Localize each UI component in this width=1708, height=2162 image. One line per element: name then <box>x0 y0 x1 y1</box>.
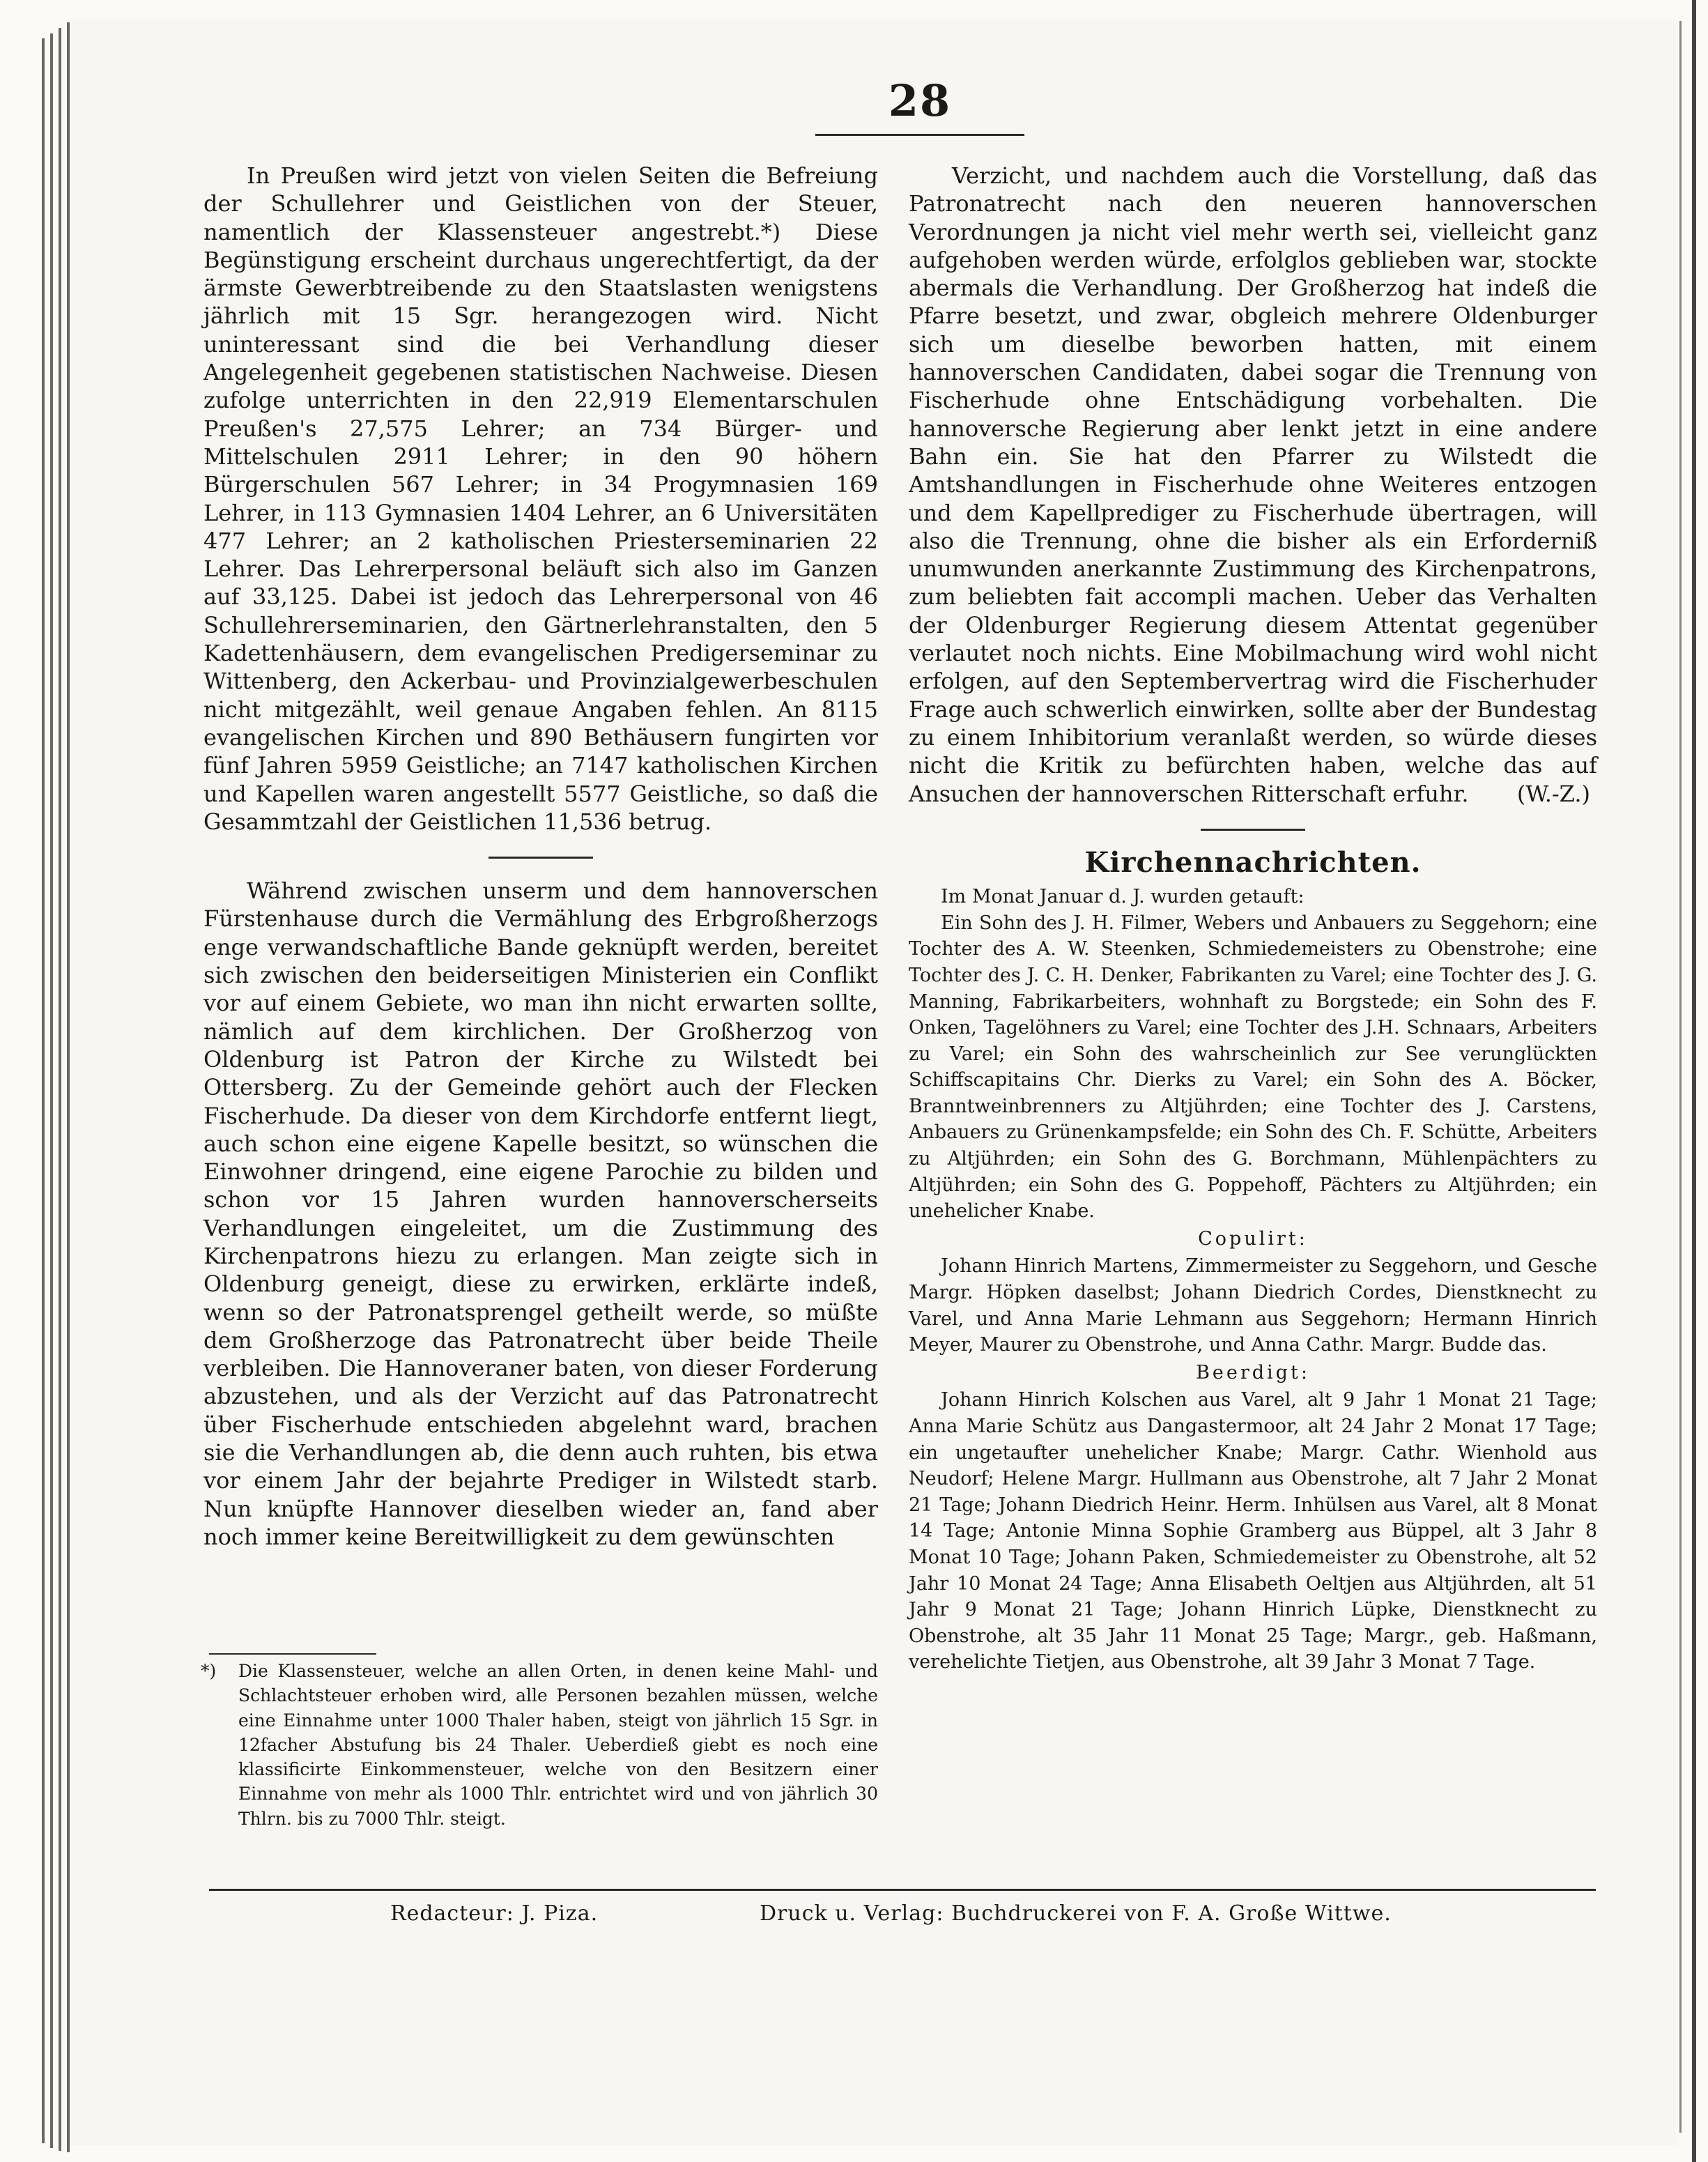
section-title: Kirchennachrichten. <box>1084 845 1422 879</box>
baptism-intro: Im Monat Januar d. J. wurden getauft: <box>941 886 1305 908</box>
burial-list: Johann Hinrich Kolschen aus Varel, alt 9 Jahr 1 Monat 21 Tage; Anna Marie Schütz aus Dangastermoor, alt 24 Jahr 2 Monat 17 Tage; ein ungetaufter unehelicher Knabe; Margr. Cathr. Wienhold aus Neudorf; Helene Margr. Hullmann aus Obenstrohe, alt 7 Jahr 2 Monat 21 Tage; Johann Diedrich Heinr. Herm. Inhülsen aus Varel, alt 8 Monat 14 Tage; Antonie Minna Sophie Gramberg aus Büppel, alt 3 Jahr 8 Monat 10 Tage; Johann Paken, Schmiedemeister zu Obenstrohe, alt 52 Jahr 10 Monat 24 Tage; Anna Elisabeth Oeltjen aus Altjührden, alt 51 Jahr 9 Monat 21 Tage; Johann Hinrich Lüpke, Dienstknecht zu Obenstrohe, alt 35 Jahr 11 Monat 25 Tage; Margr., geb. Haßmann, verehelichte Tietjen, aus Obenstrohe, alt 39 Jahr 3 Monat 7 Tage. <box>909 1389 1597 1673</box>
article-prussia-tax: In Preußen wird jetzt von vielen Seiten die Befreiung der Schullehrer und Geistlichen von der Steuer, namentlich der Klassensteuer angestrebt.*) Diese Begünstigung erscheint durchaus ungerechtfertigt, da der ärmste Gewerbtreibende zu den Staatslasten wenigstens jährlich mit 15 Sgr. herangezogen wird. Nicht uninteressant sind die bei Verhandlung dieser Angelegenheit gegebenen statistischen Nachweise. Diesen zufolge unterrichten in den 22,919 Elementarschulen Preußen's 27,575 Lehrer; an 734 Bürger- und Mittelschulen 2911 Lehrer; in den 90 höhern Bürgerschulen 567 Lehrer; in 34 Progymnasien 169 Lehrer, in 113 Gymnasien 1404 Lehrer, an 6 Universitäten 477 Lehrer; an 2 katholischen Priesterseminarien 22 Lehrer. Das Lehrerpersonal beläuft sich also im Ganzen auf 33,125. Dabei ist jedoch das Lehrerpersonal von 46 Schullehrerseminarien, den Gärtnerlehranstalten, den 5 Kadettenhäusern, dem evangelischen Predigerseminar zu Wittenberg, den Ackerbau- und Provinzialgewerbeschulen nicht mitgezählt, weil genaue Angaben fehlen. An 8115 evangelischen Kirchen und 890 Bethäusern fungirten vor fünf Jahren 5959 Geistliche; an 7147 katholischen Kirchen und Kapellen waren angestellt 5577 Geistliche, so daß die Gesammtzahl der Geistlichen 11,536 betrug. <box>203 162 878 835</box>
editor-imprint: Redacteur: J. Piza. <box>390 1901 599 1926</box>
footnote-mark: *) <box>201 1661 217 1681</box>
footnote <box>203 1659 878 1831</box>
source-signature: (W.-Z.) <box>1516 780 1590 807</box>
page-edge <box>50 33 53 2148</box>
marriage-list: Johann Hinrich Martens, Zimmermeister zu Seggehorn, und Gesche Margr. Höpken daselbst; Johann Diedrich Cordes, Dienstknecht zu Varel, und Anna Marie Lehmann aus Seggehorn; Hermann Hinrich Meyer, Maurer zu Obenstrohe, und Anna Cathr. Margr. Budde das. <box>909 1255 1597 1356</box>
footnote-rule <box>209 1653 376 1655</box>
header-rule <box>815 134 1024 136</box>
article-separator <box>488 857 593 859</box>
printer-imprint: Druck u. Verlag: Buchdruckerei von F. A. Große Wittwe. <box>760 1901 1392 1926</box>
page-number: 28 <box>888 75 952 126</box>
marriages-heading: Copulirt: <box>1198 1227 1308 1250</box>
page-edge <box>1679 21 1682 2133</box>
burials-heading: Beerdigt: <box>1196 1361 1310 1383</box>
article-continuation: Verzicht, und nachdem auch die Vorstellung, daß das Patronatrecht nach den neueren hannoverschen Verordnungen ja nicht viel mehr werth sei, vielleicht ganz aufgehoben werden würde, erfolglos geblieben war, stockte abermals die Verhandlung. Der Großherzog hat indeß die Pfarre besetzt, und zwar, obgleich mehrere Oldenburger sich um dieselbe beworben hatten, mit einem hannoverschen Candidaten, dabei sogar die Trennung von Fischerhude ohne Entschädigung vorbehalten. Die hannoversche Regierung aber lenkt jetzt in eine andere Bahn ein. Sie hat den Pfarrer zu Wilstedt die Amtshandlungen in Fischerhude ohne Weiteres entzogen und dem Kapellprediger zu Fischerhude übertragen, will also die Trennung, ohne die bisher als ein Erforderniß unumwunden anerkannte Zustimmung des Kirchenpatrons, zum beliebten fait accompli machen. Ueber das Verhalten der Oldenburger Regierung diesem Attentat gegenüber verlautet noch nichts. Eine Mobilmachung wird wohl nicht erfolgen, auf den Septembervertrag wird die Fischerhuder Frage auch schwerlich einwirken, sollte aber der Bundestag zu einem Inhibitorium veranlaßt werden, so würde dieses nicht die Kritik zu befürchten haben, welche das auf Ansuchen der hannoverschen Ritterschaft erfuhr. <box>909 162 1597 807</box>
church-news <box>909 884 1597 1676</box>
baptism-list: Ein Sohn des J. H. Filmer, Webers und Anbauers zu Seggehorn; eine Tochter des A. W. Steenken, Schmiedemeisters zu Obenstrohe; eine Tochter des J. C. H. Denker, Fabrikanten zu Varel; eine Tochter des J. G. Manning, Fabrikarbeiters, wohnhaft zu Borgstede; ein Sohn des F. Onken, Tagelöhners zu Varel; eine Tochter des J.H. Schnaars, Arbeiters zu Varel; ein Sohn des wahrscheinlich zur See verunglückten Schiffscapitains Chr. Dierks zu Varel; ein Sohn des A. Böcker, Branntweinbrenners zu Altjührden; eine Tochter des J. Carstens, Anbauers zu Grünenkampsfelde; ein Sohn des Ch. F. Schütte, Arbeiters zu Altjührden; ein Sohn des G. Borchmann, Mühlenpächters zu Altjührden; ein Sohn des G. Poppehoff, Pächters zu Altjührden; ein unehelicher Knabe. <box>909 912 1597 1222</box>
page-edge <box>59 28 61 2151</box>
article-fischerhude-conflict: Während zwischen unserm und dem hannoverschen Fürstenhause durch die Vermählung des Erbgroßherzogs enge verwandschaftliche Bande geknüpft werden, bereitet sich zwischen den beiderseitigen Ministerien ein Conflikt vor auf einem Gebiete, wo man ihn nicht erwarten sollte, nämlich auf dem kirchlichen. Der Großherzog von Oldenburg ist Patron der Kirche zu Wilstedt bei Ottersberg. Zu der Gemeinde gehört auch der Flecken Fischerhude. Da dieser von dem Kirchdorfe entfernt liegt, auch schon eine eigene Kapelle besitzt, so wünschen die Einwohner dringend, eine eigene Parochie zu bilden und schon vor 15 Jahren wurden hannoverscherseits Verhandlungen eingeleitet, um die Zustimmung des Kirchenpatrons hiezu zu erlangen. Man zeigte sich in Oldenburg geneigt, diese zu erwirken, erklärte indeß, wenn so der Patronatsprengel getheilt werde, so müßte dem Großherzoge das Patronatrecht über beide Theile verbleiben. Die Hannoveraner baten, von dieser Forderung abzustehen, und als der Verzicht auf das Patronatrecht über Fischerhude entschieden abgelehnt ward, brachen sie die Verhandlungen ab, die denn auch ruhten, bis etwa vor einem Jahr der bejahrte Prediger in Wilstedt starb. Nun knüpfte Hannover dieselben wieder an, fand aber noch immer keine Bereitwilligkeit zu dem gewünschten <box>203 877 878 1550</box>
page-edge <box>42 38 45 2143</box>
binding-edge <box>1692 0 1696 2162</box>
footer-rule <box>209 1889 1596 1891</box>
section-separator <box>1201 829 1305 831</box>
footnote-text: Die Klassensteuer, welche an allen Orten, in denen keine Mahl- und Schlachtsteuer erhoben wird, alle Personen bezahlen müssen, welche eine Einnahme unter 1000 Thaler haben, steigt von jährlich 15 Sgr. in 12facher Abstufung bis 24 Thaler. Ueberdieß giebt es noch eine klassificirte Einkommensteuer, welche von den Besitzern einer Einnahme von mehr als 1000 Thlr. entrichtet wird und von jährlich 30 Thlrn. bis zu 7000 Thlr. steigt. <box>238 1661 878 1829</box>
right-column <box>909 162 1597 1676</box>
left-column <box>203 162 878 1551</box>
